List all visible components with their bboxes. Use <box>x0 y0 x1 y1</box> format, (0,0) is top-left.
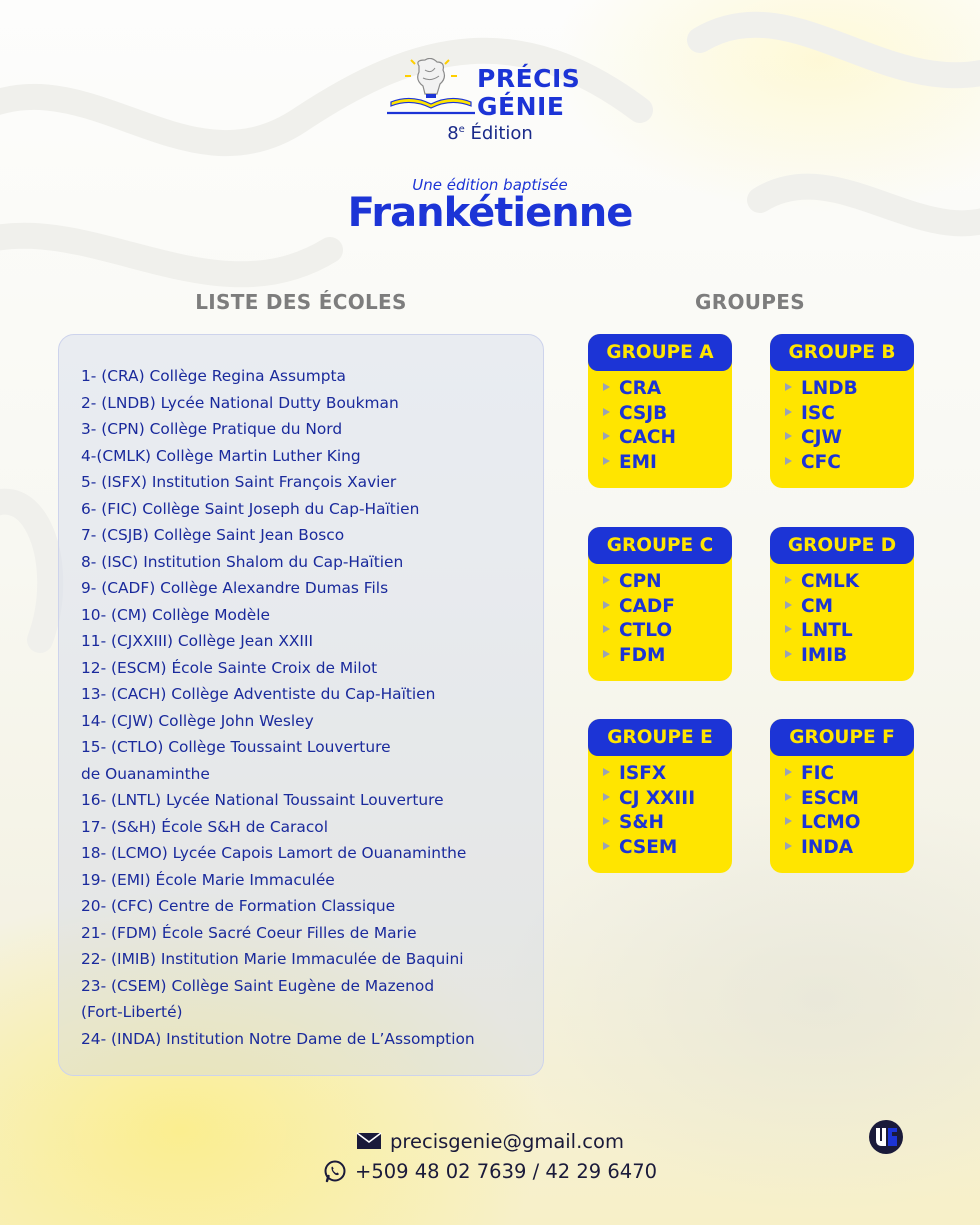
triangle-bullet-icon <box>785 650 792 658</box>
whatsapp-icon <box>323 1159 347 1183</box>
triangle-bullet-icon <box>785 817 792 825</box>
edition-word: Édition <box>470 123 533 144</box>
school-item: 11- (CJXXIII) Collège Jean XXIII <box>81 632 314 650</box>
group-card-e <box>588 719 732 873</box>
triangle-bullet-icon <box>603 625 610 633</box>
school-item: 9- (CADF) Collège Alexandre Dumas Fils <box>81 579 389 597</box>
school-item: 15- (CTLO) Collège Toussaint Louverture <box>81 738 391 756</box>
school-item: 12- (ESCM) École Sainte Croix de Milot <box>81 658 378 677</box>
school-item: 24- (INDA) Institution Notre Dame de L’Assomption <box>81 1029 475 1048</box>
school-item: 5- (ISFX) Institution Saint François Xavier <box>81 473 397 491</box>
school-item: 13- (CACH) Collège Adventiste du Cap-Haïtien <box>81 685 436 703</box>
school-item-continuation: de Ouanaminthe <box>81 764 210 783</box>
school-item: 21- (FDM) École Sacré Coeur Filles de Marie <box>81 923 417 942</box>
triangle-bullet-icon <box>785 432 792 440</box>
group-member: CTLO <box>603 619 675 644</box>
group-member: ISC <box>785 402 858 427</box>
group-card-b <box>770 334 914 488</box>
triangle-bullet-icon <box>603 793 610 801</box>
group-member-list <box>603 377 676 476</box>
triangle-bullet-icon <box>785 457 792 465</box>
triangle-bullet-icon <box>603 576 610 584</box>
group-member: LNDB <box>785 377 858 402</box>
brand-name-line2: GÉNIE <box>477 92 565 121</box>
group-member: LNTL <box>785 619 859 644</box>
group-card-c <box>588 527 732 681</box>
group-member: S&H <box>603 811 695 836</box>
triangle-bullet-icon <box>785 576 792 584</box>
group-title: GROUPE D <box>770 527 914 564</box>
school-item: 3- (CPN) Collège Pratique du Nord <box>81 420 343 438</box>
triangle-bullet-icon <box>603 432 610 440</box>
envelope-icon <box>356 1132 382 1150</box>
group-member: CM <box>785 595 859 620</box>
group-member: INDA <box>785 836 861 861</box>
school-item: 17- (S&H) École S&H de Caracol <box>81 817 328 836</box>
group-member: CJ XXIII <box>603 787 695 812</box>
triangle-bullet-icon <box>603 457 610 465</box>
group-member: LCMO <box>785 811 861 836</box>
school-item-continuation: (Fort-Liberté) <box>81 1003 183 1021</box>
contact-email-row <box>0 1130 980 1153</box>
page-title: Frankétienne <box>347 190 633 236</box>
group-member: CPN <box>603 570 675 595</box>
school-item: 2- (LNDB) Lycée National Dutty Boukman <box>81 393 399 412</box>
group-member-list <box>785 377 858 476</box>
school-item: 7- (CSJB) Collège Saint Jean Bosco <box>81 526 345 544</box>
group-member: CJW <box>785 426 858 451</box>
group-member-list <box>785 762 861 861</box>
contact-phone-row <box>0 1160 980 1185</box>
triangle-bullet-icon <box>603 383 610 391</box>
groups-heading: GROUPES <box>695 290 805 314</box>
group-member: FDM <box>603 644 675 669</box>
group-title: GROUPE F <box>770 719 914 756</box>
group-title: GROUPE B <box>770 334 914 371</box>
triangle-bullet-icon <box>785 842 792 850</box>
school-item: 20- (CFC) Centre de Formation Classique <box>81 897 396 915</box>
school-item: 23- (CSEM) Collège Saint Eugène de Mazenod <box>81 976 435 995</box>
brand-name-line1: PRÉCIS <box>477 64 581 93</box>
school-item: 8- (ISC) Institution Shalom du Cap-Haïtien <box>81 552 404 571</box>
school-list <box>81 363 536 1052</box>
group-member: IMIB <box>785 644 859 669</box>
school-item: 14- (CJW) Collège John Wesley <box>81 711 314 730</box>
school-item: 22- (IMIB) Institution Marie Immaculée de Baquini <box>81 950 464 968</box>
triangle-bullet-icon <box>603 817 610 825</box>
group-title: GROUPE E <box>588 719 732 756</box>
contact-phone[interactable]: +509 48 02 7639 / 42 29 6470 <box>354 1160 658 1183</box>
group-member: CACH <box>603 426 676 451</box>
school-item: 19- (EMI) École Marie Immaculée <box>81 870 335 889</box>
group-member: CSEM <box>603 836 695 861</box>
group-title: GROUPE A <box>588 334 732 371</box>
triangle-bullet-icon <box>785 383 792 391</box>
triangle-bullet-icon <box>603 408 610 416</box>
edition-number: 8 <box>447 123 459 144</box>
group-card-a <box>588 334 732 488</box>
group-member: CFC <box>785 451 858 476</box>
group-member: ESCM <box>785 787 861 812</box>
edition-label <box>0 123 980 144</box>
group-card-d <box>770 527 914 681</box>
group-member: ISFX <box>603 762 695 787</box>
group-member: FIC <box>785 762 861 787</box>
group-member: CMLK <box>785 570 859 595</box>
group-member: EMI <box>603 451 676 476</box>
edition-superscript: e <box>458 124 465 135</box>
contact-email[interactable]: precisgenie@gmail.com <box>390 1130 624 1153</box>
schools-panel <box>58 334 544 1076</box>
triangle-bullet-icon <box>603 601 610 609</box>
group-member-list <box>785 570 859 669</box>
triangle-bullet-icon <box>603 650 610 658</box>
group-member: CSJB <box>603 402 676 427</box>
group-card-f <box>770 719 914 873</box>
group-member: CRA <box>603 377 676 402</box>
triangle-bullet-icon <box>603 842 610 850</box>
corner-brand-icon <box>867 1118 905 1156</box>
triangle-bullet-icon <box>603 768 610 776</box>
triangle-bullet-icon <box>785 408 792 416</box>
group-member: CADF <box>603 595 675 620</box>
school-item: 16- (LNTL) Lycée National Toussaint Louverture <box>81 791 444 809</box>
school-item: 1- (CRA) Collège Regina Assumpta <box>81 367 346 385</box>
triangle-bullet-icon <box>785 768 792 776</box>
triangle-bullet-icon <box>785 625 792 633</box>
school-item: 10- (CM) Collège Modèle <box>81 605 270 624</box>
school-item: 6- (FIC) Collège Saint Joseph du Cap-Haïtien <box>81 499 420 518</box>
edition-subtitle: Une édition baptisée <box>412 176 568 194</box>
group-title: GROUPE C <box>588 527 732 564</box>
brain-bulb-book-icon <box>385 58 477 120</box>
group-member-list <box>603 570 675 669</box>
group-member-list <box>603 762 695 861</box>
schools-heading: LISTE DES ÉCOLES <box>195 290 407 314</box>
triangle-bullet-icon <box>785 793 792 801</box>
triangle-bullet-icon <box>785 601 792 609</box>
school-item: 18- (LCMO) Lycée Capois Lamort de Ouanaminthe <box>81 844 467 862</box>
school-item: 4-(CMLK) Collège Martin Luther King <box>81 446 361 465</box>
